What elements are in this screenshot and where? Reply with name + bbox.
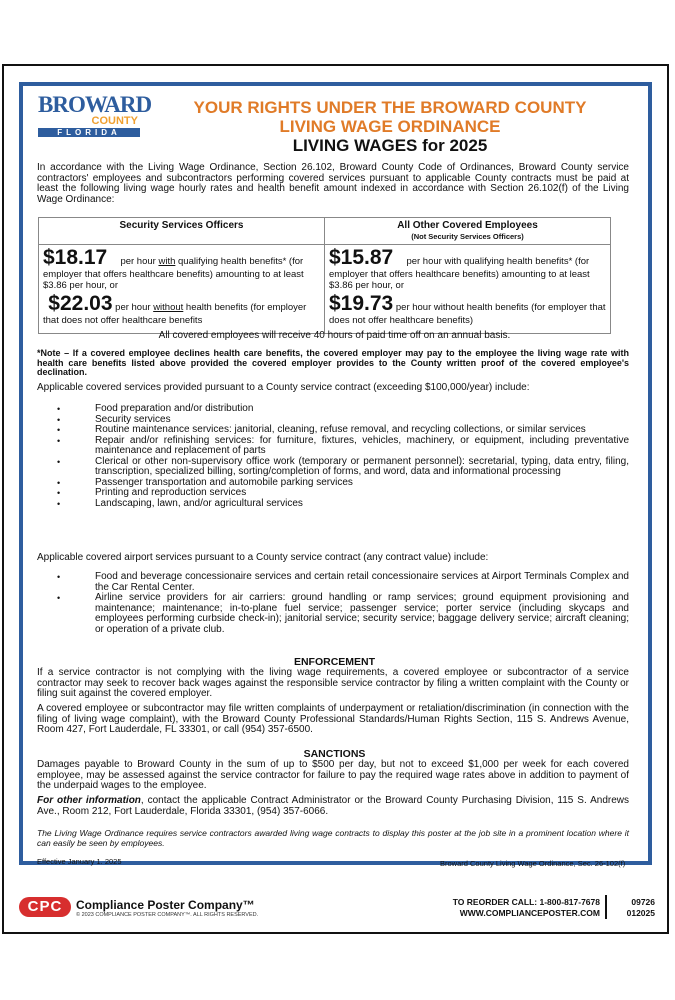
security-rate-with: $18.17 [43, 246, 108, 269]
other-rate-with: $15.87 [329, 246, 394, 269]
broward-logo: BROWARD COUNTY FLORIDA [38, 92, 152, 137]
company-name: Compliance Poster Company™ [76, 898, 255, 912]
list-item: • Repair and/or refinishing services: for furniture, fixtures, vehicles, machinery, or equipment, including preventative maintenance and replacement of parts [37, 436, 629, 457]
ordinance-reference: Broward County Living Wage Ordinance, Sec. 26-102(f) [440, 859, 626, 868]
enforcement-p2: A covered employee or subcontractor may file written complaints of underpayment or retaliation/discrimination (in connection with the filing of living wage complaint), with the Broward County Professional Standards/Human Rights Section, 115 S. Andrews Avenue, Room 427, Fort Lauderdale, FL 33301, or call (954) 357-6500. [37, 703, 629, 735]
divider [605, 895, 607, 919]
list-item: • Landscaping, lawn, and/or agricultural services [37, 499, 629, 510]
col2-rates: $15.87 per hour with qualifying health benefits* (for employer that offers healthcare benefits) amounting to at least $3.86 per hour, or $19.73 per hour without health benefits (for employer that does not offer healthcare benefits) [325, 245, 611, 334]
paid-time-off: All covered employees will receive 40 hours of paid time off on an annual basis. [158, 330, 511, 341]
enforcement-p1: If a service contractor is not complying with the living wage requirements, a covered employee or subcontractor of a service contractor may seek to recover back wages against the responsible service contractor by filing a written complaint with the County or filing suit against the covered employer. [37, 667, 629, 699]
other-info: For other information, contact the applicable Contract Administrator or the Broward County Purchasing Division, 115 S. Andrews Ave., Room 212, Fort Lauderdale, Florida 33301, (954) 357-6066. [37, 795, 629, 817]
airport-intro: Applicable covered airport services pursuant to a County service contract (any contract value) include: [37, 552, 489, 563]
poster-codes: 09726 012025 [626, 897, 655, 918]
services-intro: Applicable covered services provided pursuant to a County service contract (exceeding $100,000/year) include: [37, 382, 530, 393]
poster-title [150, 98, 630, 156]
wage-table [38, 217, 611, 334]
company-copyright: © 2023 COMPLIANCE POSTER COMPANY™. ALL RIGHTS RESERVED. [76, 912, 259, 918]
security-rate-without: $22.03 [48, 292, 113, 315]
intro-text: In accordance with the Living Wage Ordinance, Section 26.102, Broward County Code of Ordinances, Broward County service contractors' employees and subcontractors performing covered services pursuant to applicable County contracts must be paid at least the following living wage hourly rates and health benefit amount indexed in accordance with Section 26.102(f) of the Living Wage Ordinance: [37, 162, 629, 205]
title-line2: LIVING WAGE ORDINANCE [279, 117, 501, 136]
effective-date: Effective January 1. 2025 [37, 857, 122, 866]
list-item: • Passenger transportation and automobile parking services [37, 478, 629, 489]
list-item: • Food preparation and/or distribution [37, 404, 629, 415]
airport-list [37, 572, 629, 635]
list-item: • Clerical or other non-supervisory office work (temporary or permanent personnel): secretarial, typing, data entry, filing, transcription, specialized billing, sorting/completion of forms, and word, data and informational processing [37, 457, 629, 478]
cpc-logo: CPC [19, 897, 71, 917]
list-item: • Security services [37, 415, 629, 426]
sanctions-p1: Damages payable to Broward County in the sum of up to $500 per day, but not to exceed $1,000 per week for each covered employee, may be assessed against the service contractor for failure to pay the required wage rates above in addition to payment of the underpaid wages to the employee. [37, 759, 629, 791]
list-item: • Printing and reproduction services [37, 488, 629, 499]
enforcement-heading: ENFORCEMENT [293, 656, 376, 668]
title-line1: YOUR RIGHTS UNDER THE BROWARD COUNTY [193, 98, 587, 117]
list-item: • Food and beverage concessionaire services and certain retail concessionaire services at Airport Terminals Complex and the Car Rental Center. [37, 572, 629, 593]
poster-display-note: The Living Wage Ordinance requires service contractors awarded living wage contracts to display this poster at the job site in a prominent location where it can easily be seen by employees. [37, 828, 629, 848]
list-item: • Routine maintenance services: janitorial, cleaning, refuse removal, and recycling collections, or similar services [37, 425, 629, 436]
col2-header: All Other Covered Employees (Not Security Services Officers) [325, 218, 611, 245]
col1-rates: $18.17 per hour with qualifying health benefits* (for employer that offers healthcare benefits) amounting to at least $3.86 per hour, or $22.03 per hour without health benefits (for employer that does not offer healthcare benefits [39, 245, 325, 334]
other-rate-without: $19.73 [329, 292, 394, 315]
col1-header: Security Services Officers [39, 218, 325, 245]
sanctions-heading: SANCTIONS [303, 748, 366, 760]
services-list [37, 404, 629, 509]
health-note: *Note – If a covered employee declines health care benefits, the covered employer may pay to the employee the living wage rate with health care benefits listed above provided the covered employer provides to the County written proof of the covered employee's declination. [37, 348, 629, 377]
list-item: • Airline service providers for air carriers: ground handling or ramp services; ground equipment provisioning and maintenance; maintenance; in-to-plane fuel service; passenger service; porter service (including skycaps and employees performing curbside check-in); janitorial service; security service; baggage delivery service; aircraft cleaning; or operation of a private club. [37, 593, 629, 635]
title-line3: LIVING WAGES for 2025 [292, 136, 488, 155]
reorder-info: TO REORDER CALL: 1-800-817-7678 WWW.COMPLIANCEPOSTER.COM [452, 897, 600, 918]
